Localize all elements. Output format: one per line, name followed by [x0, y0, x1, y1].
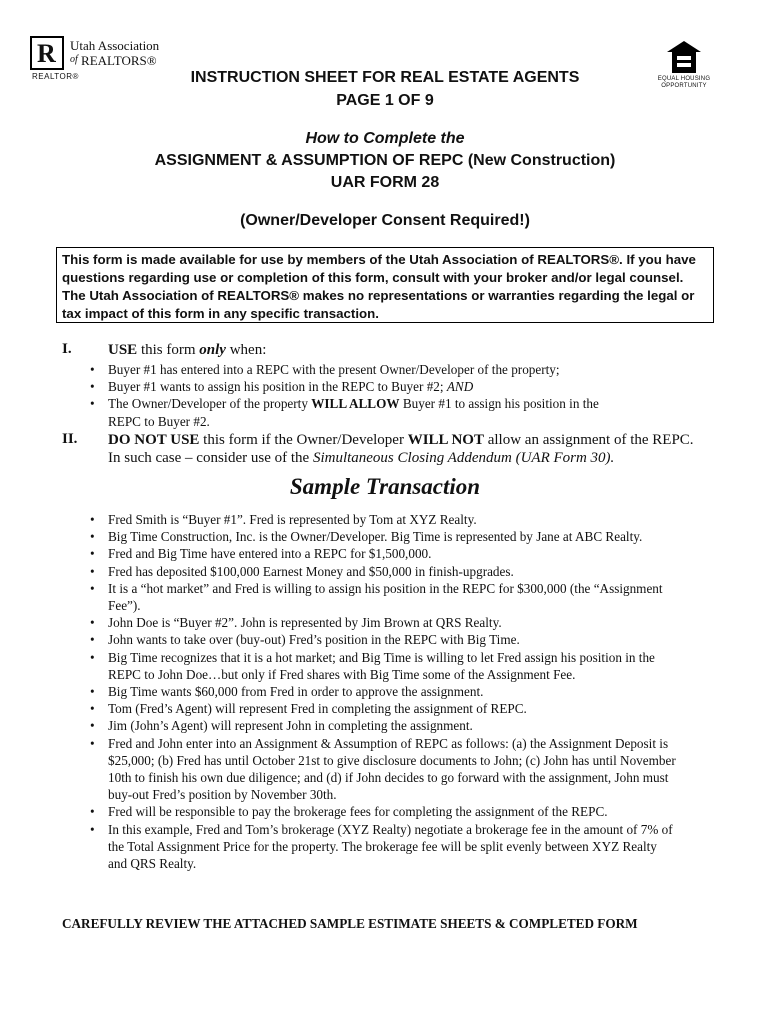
list-item: • In this example, Fred and Tom’s brokerage (XYZ Realty) negotiate a brokerage fee in the amount of 7% of	[90, 821, 673, 837]
page-title: INSTRUCTION SHEET FOR REAL ESTATE AGENTS	[190, 69, 580, 86]
list-item: • Big Time recognizes that it is a hot market; and Big Time is willing to let Fred assign his position in the	[90, 649, 655, 665]
list-item-continuation: $25,000; (b) Fred has until October 21st to give disclosure documents to John; (c) John has until November	[108, 752, 676, 768]
list-item-continuation: the Total Assignment Price for the property. The brokerage fee will be split evenly between XYZ Realty	[108, 838, 657, 854]
list-item: • Fred will be responsible to pay the brokerage fees for completing the assignment of the REPC.	[90, 804, 608, 820]
disclaimer-box: This form is made available for use by members of the Utah Association of REALTORS®. If you have questions regarding use or completion of this form, consult with your broker and/or legal counsel. The Utah Association of REALTORS® makes no representations or warranties regarding the legal or tax impact of this form in any specific transaction.	[56, 247, 714, 323]
equal-housing-line-1: EQUAL HOUSING	[657, 76, 711, 82]
list-item-continuation: REPC to John Doe…but only if Fred shares with Big Time some of the Assignment Fee.	[108, 666, 576, 682]
list-item-continuation: 10th to finish his own due diligence; and (d) if John decides to go forward with the assignment, John must	[108, 770, 669, 786]
list-item: • It is a “hot market” and Fred is willing to assign his position in the REPC for $300,000 (the “Assignment	[90, 580, 663, 596]
logo-realtor-mark: REALTOR®	[32, 72, 79, 81]
list-item-continuation: buy-out Fred’s position by November 30th.	[108, 787, 337, 803]
list-item: • Fred Smith is “Buyer #1”. Fred is represented by Tom at XYZ Realty.	[90, 512, 477, 527]
list-item: • Jim (John’s Agent) will represent John in completing the assignment.	[90, 718, 473, 734]
logo-line-1: Utah Association	[70, 38, 160, 53]
document-page: R Utah Association $^{of}$ REALTORS® REALTOR® EQUAL HOUSING OPPORTUNITY INSTRUCTION SHEET FOR REAL ESTATE AGENTS PAGE 1 OF 9 How to Complete the ASSIGNMENT & ASSUMPTION OF REPC (New Construction) UAR FORM 28 (Owner/Developer Consent Required!) This form is made available for use by members of the Utah Association of REALTORS®. If you have questions regarding use or completion of this form, consult with your broker and/or legal counsel. The Utah Association of REALTORS® makes no representations or warranties regarding the legal or tax impact of this form in any specific transaction. I. USE this form only when: • Buyer #1 has entered into a REPC with the present Owner/Developer of the property; • Buyer #1 wants to assign his position in the REPC to Buyer #2; AND • The Owner/Developer of the property WILL ALLOW Buyer #1 to assign his position in the REPC to Buyer #2. II. DO NOT USE this form if the Owner/Developer WILL NOT allow an assignment of the REPC. In such case – consider use of the Simultaneous Closing Addendum (UAR Form 30). Sample Transaction • Fred Smith is “Buyer #1”. Fred is represented by Tom at XYZ Realty. • Big Time Construction, Inc. is the Owner/Developer. Big Time is represented by Jane at ABC Realty. • Fred and Big Time have entered into a REPC for $1,500,000. • Fred has deposited $100,000 Earnest Money and $50,000 in finish-upgrades. • It is a “hot market” and Fred is willing to assign his position in the REPC for $300,000 (the “Assignment Fee”). • John Doe is “Buyer #2”. John is represented by Jim Brown at QRS Realty. • John wants to take over (buy-out) Fred’s position in the REPC with Big Time. • Big Time recognizes that it is a hot market; and Big Time is willing to let Fred assign his position in the REPC to John Doe…but only if Fred shares with Big Time some of the Assignment Fee. • Big Time wants $60,000 from Fred in order to approve the assignment. • Tom (Fred’s Agent) will represent Fred in completing the assignment of REPC. • Jim (John’s Agent) will represent John in completing the assignment. • Fred and John enter into an Assignment & Assumption of REPC as follows: (a) the Assignment Deposit is $25,000; (b) Fred has until October 21st to give disclosure documents to John; (c) John has until November 10th to finish his own due diligence; and (d) if John decides to go forward with the assignment, John must buy-out Fred’s position by November 30th. • Fred will be responsible to pay the brokerage fees for completing the assignment of the REPC. • In this example, Fred and Tom’s brokerage (XYZ Realty) negotiate a brokerage fee in the amount of 7% of the Total Assignment Price for the property. The brokerage fee will be split evenly between XYZ Realty and QRS Realty. CAREFULLY REVIEW THE ATTACHED SAMPLE ESTIMATE SHEETS & COMPLETED FORM	[0, 0, 770, 1024]
list-item: • John Doe is “Buyer #2”. John is represented by Jim Brown at QRS Realty.	[90, 615, 502, 631]
how-to-heading: How to Complete the	[305, 130, 465, 147]
list-item: • Fred and Big Time have entered into a REPC for $1,500,000.	[90, 546, 432, 562]
form-number: UAR FORM 28	[330, 174, 440, 191]
list-item: • John wants to take over (buy-out) Fred’s position in the REPC with Big Time.	[90, 632, 520, 648]
list-item: • The Owner/Developer of the property WILL ALLOW Buyer #1 to assign his position in the	[90, 396, 599, 412]
form-name: ASSIGNMENT & ASSUMPTION OF REPC (New Construction)	[154, 152, 616, 169]
list-item: • Buyer #1 has entered into a REPC with the present Owner/Developer of the property;	[90, 362, 560, 377]
realtor-r-icon: R	[30, 36, 64, 70]
section-1-list	[90, 361, 599, 430]
sample-transaction-list	[90, 511, 676, 872]
list-item-continuation: Fee”).	[108, 598, 141, 614]
consent-heading: (Owner/Developer Consent Required!)	[240, 212, 530, 229]
list-item: • Big Time Construction, Inc. is the Owner/Developer. Big Time is represented by Jane at ABC Realty.	[90, 529, 643, 545]
list-item: • Tom (Fred’s Agent) will represent Fred in completing the assignment of REPC.	[90, 701, 527, 717]
list-item: • Fred and John enter into an Assignment & Assumption of REPC as follows: (a) the Assignment Deposit is	[90, 735, 669, 751]
list-item: • Buyer #1 wants to assign his position in the REPC to Buyer #2; AND	[90, 379, 474, 395]
sample-transaction-heading: Sample Transaction	[289, 474, 481, 499]
equal-housing-logo	[654, 40, 714, 96]
review-instruction: CAREFULLY REVIEW THE ATTACHED SAMPLE ESTIMATE SHEETS & COMPLETED FORM	[62, 916, 638, 931]
list-item-continuation: and QRS Realty.	[108, 856, 197, 872]
list-item-continuation: REPC to Buyer #2.	[108, 413, 210, 429]
equal-housing-line-2: OPPORTUNITY	[661, 83, 707, 89]
list-item: • Fred has deposited $100,000 Earnest Money and $50,000 in finish-upgrades.	[90, 563, 514, 579]
list-item: • Big Time wants $60,000 from Fred in order to approve the assignment.	[90, 684, 484, 700]
logo-line-2: $^{of}$ REALTORS®	[70, 53, 157, 68]
page-number: PAGE 1 OF 9	[336, 92, 434, 109]
